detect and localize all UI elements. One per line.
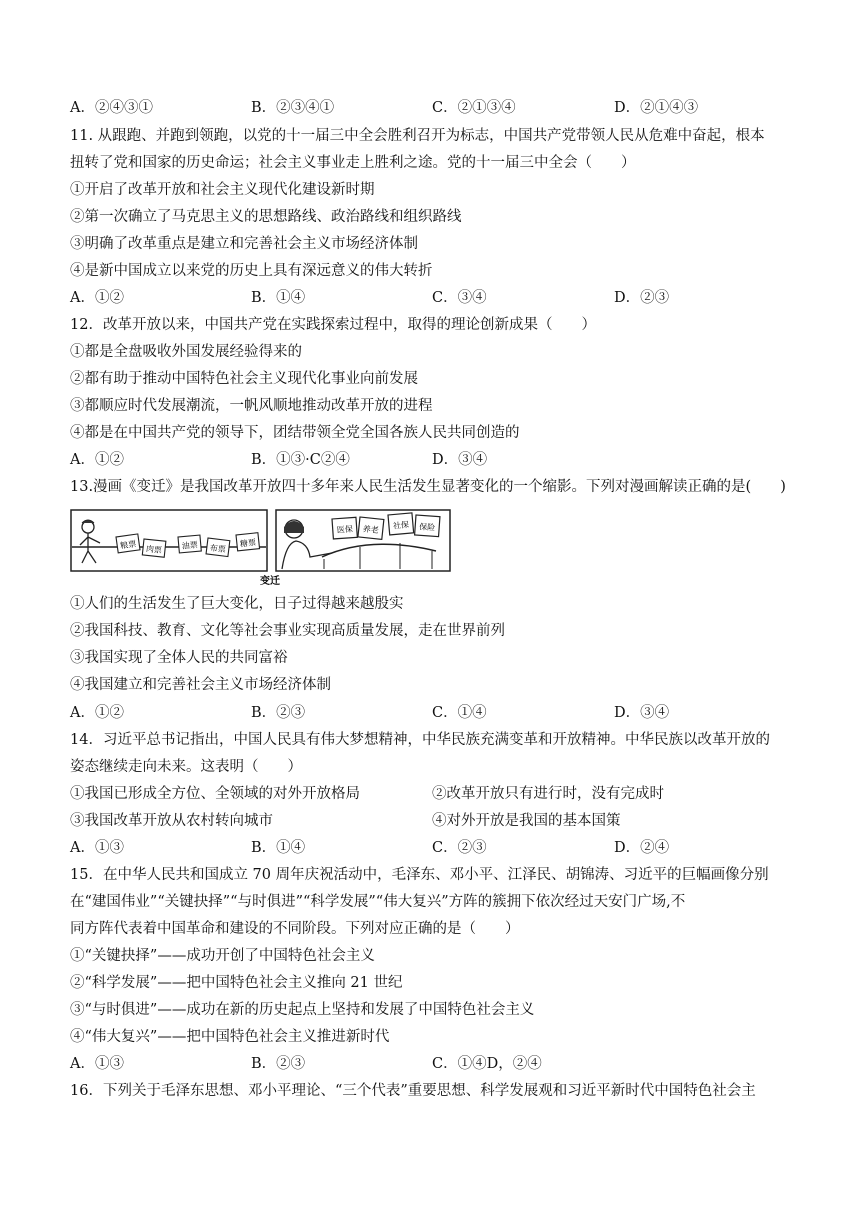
cartoon-left-tags: [116, 533, 260, 558]
q13-stem-line-1: 13.漫画《变迁》是我国改革开放四十多年来人民生活发生显著变化的一个缩影。下列对漫画解读正确的是( ): [70, 479, 786, 495]
q14-stem-line-2: 姿态继续走向未来。这表明（ ）: [70, 759, 302, 775]
cartoon-person-hair: [82, 520, 94, 523]
q11-item-2: ②第一次确立了马克思主义的思想路线、政治路线和组织路线: [70, 209, 462, 225]
q13-item-3: ③我国实现了全体人民的共同富裕: [70, 650, 288, 666]
q15-item-3: ③“与时俱进”——成功在新的历史起点上坚持和发展了中国特色社会主义: [70, 1002, 535, 1018]
q12-item-1: ①都是全盘吸收外国发展经验得来的: [70, 344, 302, 360]
q11-stem-line-1: 11. 从跟跑、并跑到领跑，以党的十一届三中全会胜利召开为标志，中国共产党带领人民从危难中奋起，根本: [70, 128, 765, 144]
cartoon-tag-yibao: 医保: [336, 524, 354, 535]
q14-item-4: ④对外开放是我国的基本国策: [432, 813, 621, 829]
q15-stem-line-2: 在“建国伟业”“关键抉择”“与时俱进”“科学发展”“伟大复兴”方阵的簇拥下依次经过天安门广场,不: [70, 894, 686, 910]
q12-item-2: ②都有助于推动中国特色社会主义现代化事业向前发展: [70, 371, 418, 387]
q15-option-b[interactable]: B．②③: [251, 1056, 306, 1072]
q13-option-d[interactable]: D．③④: [614, 705, 670, 721]
cartoon-tag-roupiao: 肉票: [145, 544, 163, 555]
q15-stem-line-3: 同方阵代表着中国革命和建设的不同阶段。下列对应正确的是（ ）: [70, 921, 520, 937]
q12-item-3: ③都顺应时代发展潮流，一帆风顺地推动改革开放的进程: [70, 398, 433, 414]
q15-stem-line-1: 15．在中华人民共和国成立 70 周年庆祝活动中，毛泽东、邓小平、江泽民、胡锦涛、习近平的巨幅画像分别: [70, 867, 769, 883]
q14-item-2: ②改革开放只有进行时，没有完成时: [432, 786, 664, 802]
q13-option-b[interactable]: B．②③: [251, 705, 306, 721]
q12-option-a[interactable]: A．①②: [70, 452, 124, 468]
q14-option-c[interactable]: C．②③: [432, 840, 487, 856]
q10-option-a[interactable]: A．②④③①: [70, 100, 153, 116]
q15-option-c-d[interactable]: C．①④D，②④: [432, 1056, 542, 1072]
cartoon-tag-youpiao: 油票: [181, 540, 199, 551]
q11-option-c[interactable]: C．③④: [432, 290, 487, 306]
q15-item-2: ②“科学发展”——把中国特色社会主义推向 21 世纪: [70, 975, 403, 991]
q12-stem-line-1: 12．改革开放以来，中国共产党在实践探索过程中，取得的理论创新成果（ ）: [70, 317, 596, 333]
q14-item-3: ③我国改革开放从农村转向城市: [70, 813, 273, 829]
cartoon-tag-tangpiao: 糖票: [239, 537, 257, 549]
q16-stem-line-1: 16．下列关于毛泽东思想、邓小平理论、“三个代表”重要思想、科学发展观和习近平新时代中国特色社会主: [70, 1083, 756, 1099]
q13-item-1: ①人们的生活发生了巨大变化，日子过得越来越殷实: [70, 596, 404, 612]
cartoon-tag-bupiao: 布票: [209, 543, 227, 555]
q11-option-a[interactable]: A．①②: [70, 290, 124, 306]
q11-item-3: ③明确了改革重点是建立和完善社会主义市场经济体制: [70, 236, 418, 252]
q10-option-b[interactable]: B．②③④①: [251, 100, 335, 116]
q14-stem-line-1: 14．习近平总书记指出，中国人民具有伟大梦想精神，中华民族充满变革和开放精神。中华民族以改革开放的: [70, 732, 770, 748]
q13-option-a[interactable]: A．①②: [70, 705, 124, 721]
cartoon-person-body: [80, 533, 100, 563]
q15-option-a[interactable]: A．①③: [70, 1056, 124, 1072]
cartoon-right-tags: [332, 513, 440, 539]
q11-stem-line-2: 扭转了党和国家的历史命运；社会主义事业走上胜利之途。党的十一届三中全会（ ）: [70, 155, 636, 171]
q13-item-2: ②我国科技、教育、文化等社会事业实现高质量发展，走在世界前列: [70, 623, 505, 639]
q11-option-d[interactable]: D．②③: [614, 290, 670, 306]
q14-item-1: ①我国已形成全方位、全领域的对外开放格局: [70, 786, 360, 802]
q10-option-d[interactable]: D．②①④③: [614, 100, 699, 116]
cartoon-right-arc: [322, 544, 436, 557]
q11-option-b[interactable]: B．①④: [251, 290, 306, 306]
q14-option-b[interactable]: B．①④: [251, 840, 306, 856]
q12-option-d[interactable]: D．③④: [432, 452, 488, 468]
q15-item-1: ①“关键抉择”——成功开创了中国特色社会主义: [70, 948, 375, 964]
q10-option-c[interactable]: C．②①③④: [432, 100, 516, 116]
q14-option-a[interactable]: A．①③: [70, 840, 124, 856]
q13-item-4: ④我国建立和完善社会主义市场经济体制: [70, 677, 331, 693]
cartoon-tag-baoxian: 保险: [418, 522, 436, 533]
cartoon-tag-yanglao: 养老: [362, 524, 380, 536]
q15-item-4: ④“伟大复兴”——把中国特色社会主义推进新时代: [70, 1029, 390, 1045]
cartoon-tag-liangpiao: 粮票: [119, 539, 137, 551]
cartoon-tag-shebao: 社保: [392, 520, 410, 531]
q11-item-4: ④是新中国成立以来党的历史上具有深远意义的伟大转折: [70, 263, 433, 279]
q13-option-c[interactable]: C．①④: [432, 705, 487, 721]
cartoon-image: [70, 507, 452, 587]
q11-item-1: ①开启了改革开放和社会主义现代化建设新时期: [70, 182, 375, 198]
q12-option-b-c[interactable]: B．①③·C②④: [251, 452, 350, 468]
q12-item-4: ④都是在中国共产党的领导下，团结带领全党全国各族人民共同创造的: [70, 425, 520, 441]
q14-option-d[interactable]: D．②④: [614, 840, 670, 856]
cartoon-caption: 变迁: [260, 576, 280, 587]
